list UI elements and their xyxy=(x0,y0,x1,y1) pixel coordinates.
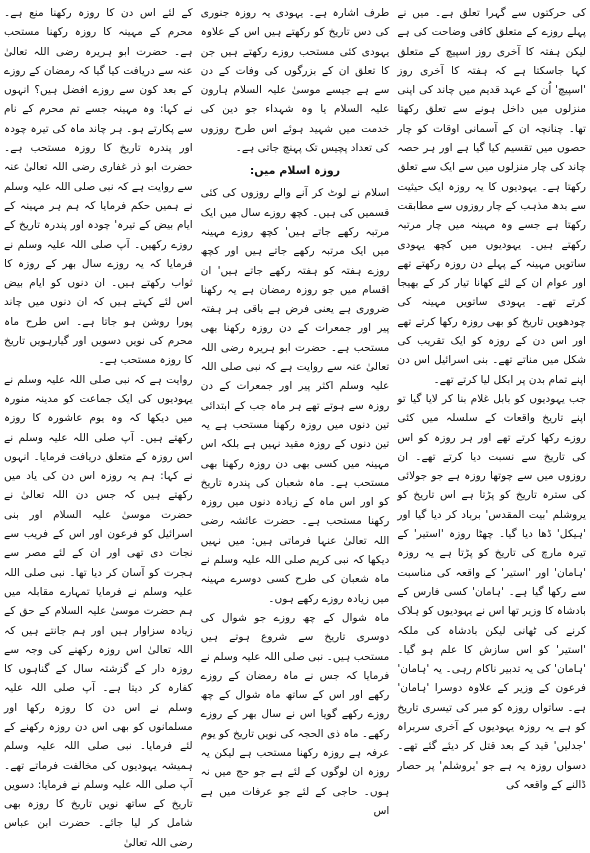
document-page xyxy=(3,4,586,849)
paragraph: اسلام نے لوٹ کر آنے والے روزوں کی کئی قسمیں کی ہیں۔ کچھ روزے سال میں ایک مرتبہ رکھے جاتے ہیں' کچھ روزے مہینہ میں ایک مرتبہ رکھے جاتے ہیں اور کچھ روزے ہفتہ کو ہفتہ رکھے جاتے ہیں' ان اقسام میں جو روزہ رمضان ہے یہ رکھنا ضروری ہے یعنی فرض ہے باقی ہر ہفتہ پیر اور جمعرات کے دن روزہ رکھنا بھی مستحب ہے۔ حضرت ابو ہریرہ رضی اللہ تعالیٰ عنہ سے روایت ہے کہ نبی صلی اللہ علیہ وسلم اکثر پیر اور جمعرات کے دن روزہ سے ہوتے تھے ہر ماہ جب کے ابتدائی تین دنوں میں روزہ رکھنا مستحب ہے یہ تین دنوں کے روزہ مقید نہیں ہے بلکہ اس مہینہ میں کسی بھی دن روزہ رکھنا بھی مستحب ہے۔ ماہ شعبان کی پندرہ تاریخ کو اور اس ماہ کے زیادہ دنوں میں روزہ رکھنا مستحب ہے۔ حضرت عائشہ رضی اللہ تعالیٰ عنہا فرماتی ہیں: میں نہیں دیکھا کہ نبی کریم صلی اللہ علیہ وسلم نے ماہ شعبان کی طرح کسی دوسرے مہینہ میں زیادہ روزے رکھے ہوں۔ xyxy=(200,187,390,605)
column-middle xyxy=(200,4,390,817)
paragraph: ماہ شوال کے چھ روزے جو شوال کی دوسری تاریخ سے شروع ہوتے ہیں مستحب ہیں۔ نبی صلی اللہ علیہ وسلم نے فرمایا کہ جس نے ماہ رمضان کے روزے رکھے اور اس کے ساتھ ماہ شوال کے چھ روزے رکھے گویا اس نے سال بھر کے روزے رکھے۔ ماہ ذی الحجہ کی نویں تاریخ کو یوم عرفہ ہے روزہ رکھنا مستحب ہے لیکن یہ روزہ ان لوگوں کے لئے ہے جو حج میں نہ ہوں۔ حاجی کے لئے جو عرفات میں ہے اس xyxy=(200,611,390,817)
paragraph: جب یہودیوں کو بابل غلام بنا کر لایا گیا تو اپنے تاریخ واقعات کے سلسلہ میں کئی روزے رکھا کرتے تھے اور ہر روزہ کو اس کی تاریخ سے نسبت دیا کرتے تھے۔ ان روزوں میں سے چوتھا روزہ ہے جو جولائی کی سترہ تاریخ کو پڑتا ہے اس تاریخ کو یروشلم 'بیت المقدس' برباد کر دیا گیا اور 'ہیکل' ڈھا دیا گیا۔ چھٹا روزہ 'استیر' کے تیرہ مارچ کی تاریخ کو پڑتا ہے یہ روزہ 'ہامان' اور 'استیر' کے واقعہ کی مناسبت سے رکھا گیا ہے۔ 'ہامان' کسی فارس کے بادشاہ کا وزیر تھا اس نے یہودیوں کو ہلاک کرنے کی ٹھانی لیکن بادشاہ کی ملکہ 'استیر' کو اس سازش کا علم ہو گیا۔ 'ہامان' کی یہ تدبیر ناکام رہی۔ یہ 'ہامان' فرعون کے وزیر کے علاوہ دوسرا 'ہامان' ہے۔ ساتواں روزہ کو مبر کی تیسری تاریخ کو ہے یہ روزہ یہودیوں کے آخری سربراہ 'جدلیں' قید کے بعد قتل کر دیئے گئے تھے۔ دسواں روزہ یہ ہے جو 'یروشلم' پر حصار ڈالنے کے واقعہ کی xyxy=(397,392,586,791)
column-left xyxy=(3,4,193,849)
section-heading: روزہ اسلام میں: xyxy=(249,164,341,178)
paragraph: روایت ہے کہ نبی صلی اللہ علیہ وسلم نے یہودیوں کی ایک جماعت کو مدینہ منورہ میں دیکھا کہ وہ یوم عاشورہ کا روزہ رکھتے ہیں۔ آپ صلی اللہ علیہ وسلم نے اس روزہ کے متعلق دریافت فرمایا۔ انہوں نے کہا: ہم یہ روزہ اس دن کی یاد میں رکھتے ہیں کہ جس دن اللہ تعالیٰ نے حضرت موسیٰ علیہ السلام اور بنی اسرائیل کو فرعون اور اس کے فریب سے نجات دی تھی اور ان کے لئے مصر سے ہجرت کو آسان کر دیا تھا۔ نبی صلی اللہ علیہ وسلم نے فرمایا تمہارے مقابلہ میں ہم حضرت موسیٰ علیہ السلام کے حق کے زیادہ سزاوار ہیں اور ہم جانتے ہیں کہ اللہ تعالیٰ اس روزہ رکھنے کی وجہ سے روزہ دار کے گزشتہ سال کے گناہوں کا کفارہ کر دیتا ہے۔ آپ صلی اللہ علیہ وسلم نے اس دن کا روزہ رکھا اور مسلمانوں کو بھی اس دن روزہ رکھنے کے لئے فرمایا۔ نبی صلی اللہ علیہ وسلم ہمیشہ یہودیوں کی مخالفت فرماتے تھے۔ آپ صلی اللہ علیہ وسلم نے فرمایا: دسویں تاریخ کے ساتھ نویں تاریخ کا روزہ بھی شامل کر لیا جائے۔ حضرت ابن عباس رضی اللہ تعالیٰ xyxy=(3,373,193,849)
paragraph: کی حرکتوں سے گہرا تعلق ہے۔ میں نے پہلے روزے کے متعلق کافی وضاحت کی ہے لیکن ہفتہ کا آخری روز اسپیچ کے متعلق کہا جاسکتا ہے کہ ہفتہ کا آخری روز 'اسپیچ' اُن کے عہد قدیم میں چاند کی اپنی منزلوں میں داخل ہونے سے تعلق رکھتا تھا۔ چنانچہ ان کے آسمانی اوقات کو چار حصوں میں تقسیم کیا گیا ہے اور ہر حصہ چاند کی چار منزلوں میں سے ایک سے تعلق رکھتا ہے۔ یہودیوں کا یہ روزہ ایک حیثیت سے بدھ مذہب کے چار روزوں سے مطابقت رکھتا ہے جسے وہ مہینہ میں چار مرتبہ رکھتے ہیں۔ یہودیوں میں کچھ یہودی ساتویں مہینہ کے پہلے دن روزہ رکھتے تھے اور عوام ان کے لئے کھانا تیار کر کے بھیجا کرتے تھے۔ یہودی ساتویں مہینہ کی چودھویں تاریخ کو بھی روزہ رکھا کرتے تھے اور اس دن کے روزہ کو ایک تقریب کی شکل میں مناتے تھے۔ بنی اسرائیل اس دن اپنے تمام بدن پر ابکل لیا کرتے تھے۔ xyxy=(397,7,586,386)
column-right xyxy=(397,4,586,796)
paragraph: کے لئے اس دن کا روزہ رکھنا منع ہے۔ محرم کے مہینہ کا روزہ رکھنا مستحب ہے۔ حضرت ابو ہریرہ رضی اللہ تعالیٰ عنہ سے دریافت کیا گیا کہ رمضان کے روزے کے بعد کون سے روزے افضل ہیں؟ انہوں نے کہا: وہ مہینہ جسے تم محرم کے نام سے پکارتے ہو۔ ہر چاند ماہ کی تیرہ چودہ اور پندرہ تاریخ کا روزہ مستحب ہے۔ حضرت ابو ذر غفاری رضی اللہ تعالیٰ عنہ سے روایت ہے کہ نبی صلی اللہ علیہ وسلم نے ہمیں حکم فرمایا کہ ہم ہر مہینہ کے ایام بیض کے تیرہ' چودہ اور پندرہ تاریخ کے روزے رکھیں۔ آپ صلی اللہ علیہ وسلم نے فرمایا کہ یہ روزے سال بھر کے روزہ کا ثواب رکھتے ہیں۔ ان دنوں کو ایام بیض اس لئے کہتے ہیں کہ ان دنوں میں چاند پورا روشن ہو جاتا ہے۔ اس طرح ماہ محرم کی نویں دسویں اور گیارہویں تاریخ کا روزہ مستحب ہے۔ xyxy=(3,7,193,367)
paragraph: طرف اشارہ ہے۔ یہودی یہ روزہ جنوری کی دس تاریخ کو رکھتے ہیں اس کے علاوہ یہودی کئی مستحب روزے رکھتے ہیں جن کا تعلق ان کے بزرگوں کی وفات کے دن سے ہے جیسے موسیٰ علیہ السلام ہارون علیہ السلام یا وہ شہداء جو دین کی خدمت میں شہید ہوئے اس طرح روزوں کی تعداد پچیس تک پہنچ جاتی ہے۔ xyxy=(200,7,390,155)
